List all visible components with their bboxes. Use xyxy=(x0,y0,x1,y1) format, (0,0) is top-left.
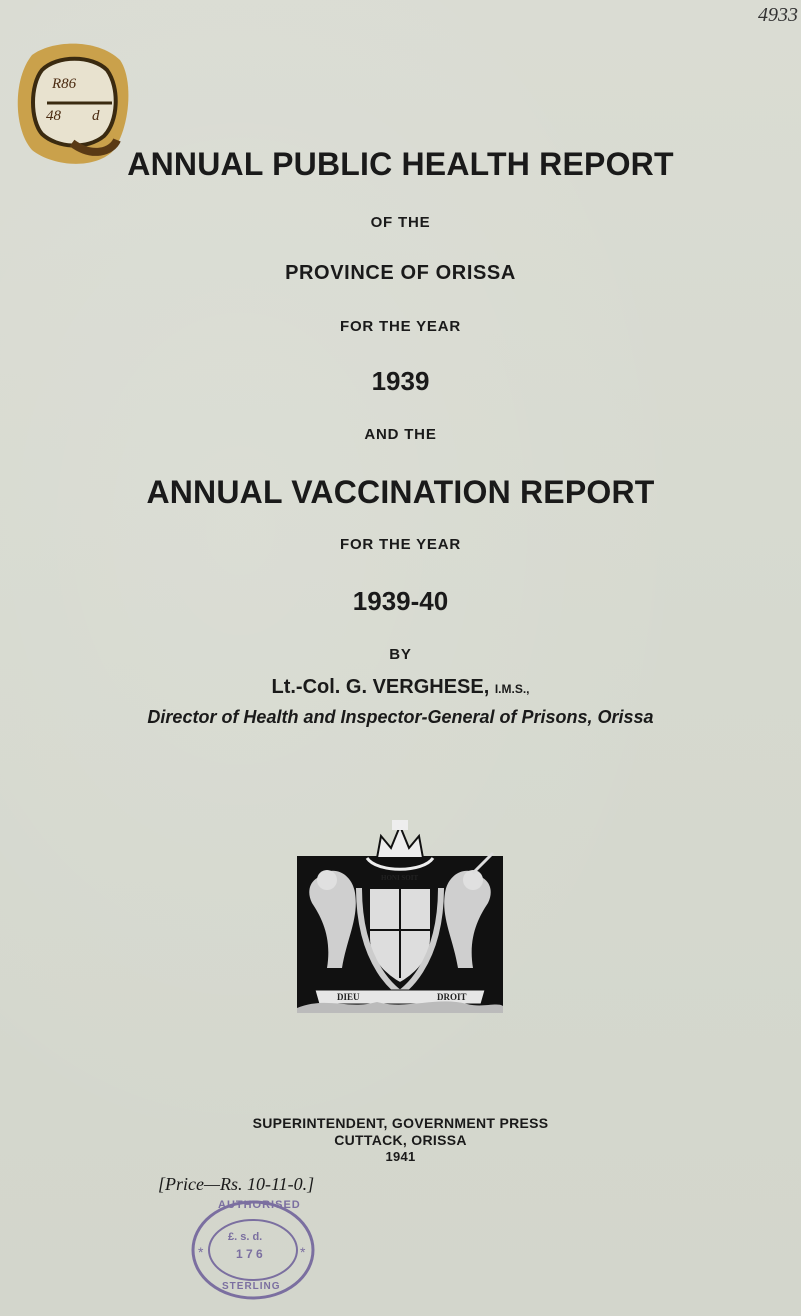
of-the-text: OF THE xyxy=(370,214,431,231)
accession-number: 4933 xyxy=(758,4,798,26)
stamp-currency: £. s. d. xyxy=(228,1231,263,1243)
seal-text-bottom: 48 xyxy=(46,108,61,124)
by-text: BY xyxy=(389,646,412,663)
motto-right: DROIT xyxy=(437,992,467,1002)
report-title: ANNUAL PUBLIC HEALTH REPORT xyxy=(127,146,674,182)
stamp-amount: 1 7 6 xyxy=(236,1247,263,1261)
seal-text-suffix: d xyxy=(92,108,100,124)
author-position: Director of Health and Inspector-General of Prisons, Orissa xyxy=(147,707,654,727)
svg-text:*: * xyxy=(300,1244,306,1260)
seal-text-top: R86 xyxy=(52,76,77,92)
stamp-bottom-text: STERLING xyxy=(222,1281,281,1292)
author-name: Lt.-Col. G. VERGHESE, xyxy=(271,676,490,698)
coat-of-arms-icon xyxy=(297,818,503,1013)
price-stamp xyxy=(188,1195,318,1305)
svg-text:*: * xyxy=(198,1244,204,1260)
author-line xyxy=(0,676,801,699)
author-credentials: I.M.S., xyxy=(494,682,530,696)
for-the-year-text-1: FOR THE YEAR xyxy=(339,318,461,335)
report-year-2: 1939-40 xyxy=(352,586,449,616)
publication-year: 1941 xyxy=(385,1149,416,1164)
price-label: [Price—Rs. 10-11-0.] xyxy=(158,1174,315,1194)
for-the-year-text-2: FOR THE YEAR xyxy=(339,536,461,553)
publisher-line-1: SUPERINTENDENT, GOVERNMENT PRESS xyxy=(252,1115,549,1131)
royal-coat-of-arms xyxy=(297,818,503,1013)
vaccination-report-title: ANNUAL VACCINATION REPORT xyxy=(146,474,655,510)
motto-left: DIEU xyxy=(337,992,360,1002)
garter-motto: HONI SOIT xyxy=(381,874,419,882)
publisher-line-2: CUTTACK, ORISSA xyxy=(334,1132,467,1148)
province-name: PROVINCE OF ORISSA xyxy=(285,262,516,284)
report-year-1: 1939 xyxy=(371,366,430,396)
stamp-top-text: AUTHORISED xyxy=(218,1199,301,1211)
and-the-text: AND THE xyxy=(364,426,437,443)
